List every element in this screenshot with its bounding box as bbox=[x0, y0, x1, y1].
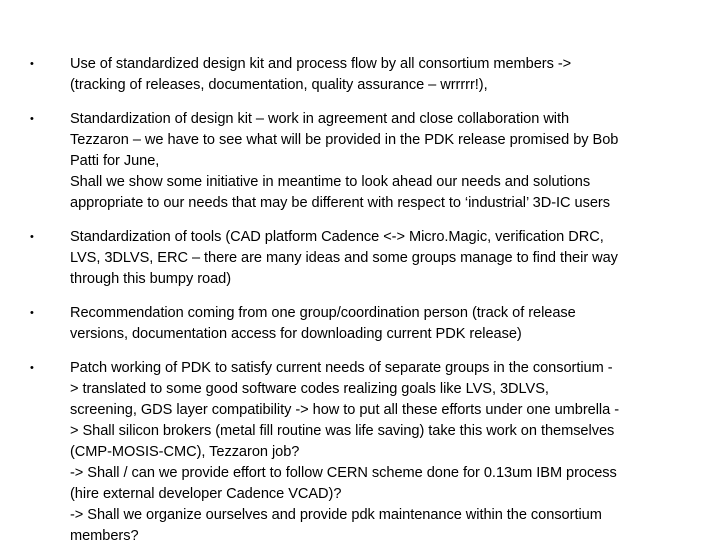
bullet-item-recommendation bbox=[30, 303, 690, 345]
bullet-marker: • bbox=[30, 307, 34, 319]
bullet-list bbox=[30, 54, 690, 560]
bullet-text: Use of standardized design kit and process flow by all consortium members -> (tracking of releases, documentation, quality assurance – wrrrrr!), bbox=[70, 56, 572, 93]
bullet-marker: • bbox=[30, 113, 34, 125]
bullet-item-standardized-design-kit bbox=[30, 54, 690, 96]
bullet-marker: • bbox=[30, 58, 34, 70]
bullet-marker: • bbox=[30, 362, 34, 374]
bullet-text: Standardization of tools (CAD platform Cadence <-> Micro.Magic, verification DRC, LVS, 3DLVS, ERC – there are many ideas and some groups manage to find their way through this bumpy road) bbox=[70, 229, 618, 287]
bullet-text: Recommendation coming from one group/coordination person (track of release versions, documentation access for downloading current PDK release) bbox=[70, 305, 576, 342]
bullet-text: Standardization of design kit – work in agreement and close collaboration with Tezzaron – we have to see what will be provided in the PDK release promised by Bob Patti for June, Shall we show some initiative in meantime to look ahead our needs and solutions appropriate to our needs that may be different with respect to ‘industrial’ 3D-IC users bbox=[70, 111, 619, 211]
bullet-item-standardization-design-kit bbox=[30, 109, 690, 214]
bullet-text: Patch working of PDK to satisfy current needs of separate groups in the consortium - > translated to some good software codes realizing goals like LVS, 3DLVS, screening, GDS layer compatibility -> how to put all these efforts under one umbrella - > Shall silicon brokers (metal fill routine was life saving) take this work on themselves (CMP-MOSIS-CMC), Tezzaron job? -> Shall / can we provide effort to follow CERN scheme done for 0.13um IBM process (hire external developer Cadence VCAD)? -> Shall we organize ourselves and provide pdk maintenance within the consortium members? bbox=[70, 360, 620, 544]
bullet-item-patch-working-pdk bbox=[30, 358, 690, 547]
bullet-marker: • bbox=[30, 231, 34, 243]
bullet-item-standardization-tools bbox=[30, 227, 690, 290]
